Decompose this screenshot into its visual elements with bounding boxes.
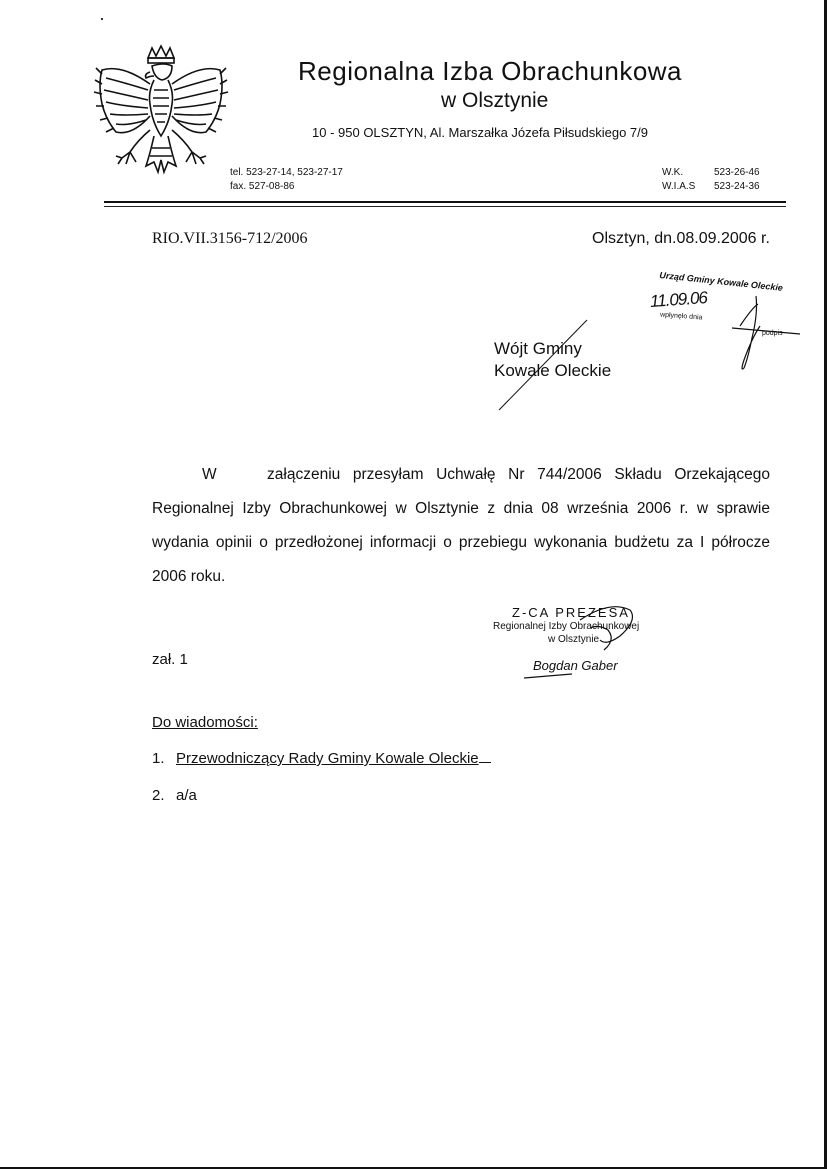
recipient-block (494, 338, 611, 382)
body-first-word: W (202, 466, 217, 483)
header-divider-thin (104, 206, 786, 207)
stamp-office-name: Urząd Gminy Kowale Oleckie (658, 270, 784, 293)
stamp-received-label: wpłynęło dnia (659, 311, 703, 322)
signatory-title: Z-CA PREZESA (512, 605, 630, 620)
organization-city: w Olsztynie (441, 89, 549, 112)
header-divider-thick (104, 201, 786, 203)
cc-heading: Do wiadomości: (152, 714, 258, 731)
cc-item-text: Przewodniczący Rady Gminy Kowale Oleckie (176, 750, 479, 767)
fax-number: fax. 527-08-86 (230, 181, 295, 192)
letter-body (152, 458, 770, 594)
reference-number: RIO.VII.3156-712/2006 (152, 230, 308, 247)
wk-contact (662, 166, 760, 180)
signatory-name: Bogdan Gaber (533, 658, 618, 673)
signatory-organization: Regionalnej Izby Obrachunkowej (493, 621, 640, 632)
cc-item (152, 787, 491, 824)
cc-item-number: 2. (152, 787, 165, 804)
recipient-title: Wójt Gminy (494, 339, 582, 358)
stamp-date-handwritten: 11.09.06 (649, 288, 708, 311)
wias-label: W.I.A.S (662, 181, 696, 192)
recipient-municipality: Kowale Oleckie (494, 361, 612, 380)
enclosure-note: zał. 1 (152, 651, 188, 668)
wk-number: 523-26-46 (714, 167, 760, 178)
cc-list (152, 750, 491, 824)
cc-item-text: a/a (176, 787, 197, 804)
contact-departments (662, 166, 760, 194)
scan-speck (101, 18, 103, 20)
wias-number: 523-24-36 (714, 181, 760, 192)
organization-name: Regionalna Izba Obrachunkowa (298, 56, 683, 86)
contact-phone-fax (230, 166, 343, 194)
phone-numbers: tel. 523-27-14, 523-27-17 (230, 167, 343, 178)
body-text: załączeniu przesyłam Uchwałę Nr 744/2006 Składu Orzekającego Regionalnej Izby Obrachunkowej w Olsztynie z dnia 08 września 2006 r. w sprawie wydania opinii o przedłożonej informacji o przebiegu wykonania budżetu za I półrocze 2006 roku. (152, 466, 770, 585)
signatory-city: w Olsztynie (548, 634, 600, 645)
wk-label: W.K. (662, 167, 684, 178)
organization-address: 10 - 950 OLSZTYN, Al. Marszałka Józefa Piłsudskiego 7/9 (312, 125, 648, 140)
place-and-date: Olsztyn, dn.08.09.2006 r. (592, 230, 770, 247)
polish-eagle-emblem-icon (92, 44, 230, 194)
wias-contact (662, 180, 760, 194)
stamp-signature-label: podpis (762, 330, 783, 337)
cc-item (152, 750, 491, 787)
cc-item-number: 1. (152, 750, 165, 767)
